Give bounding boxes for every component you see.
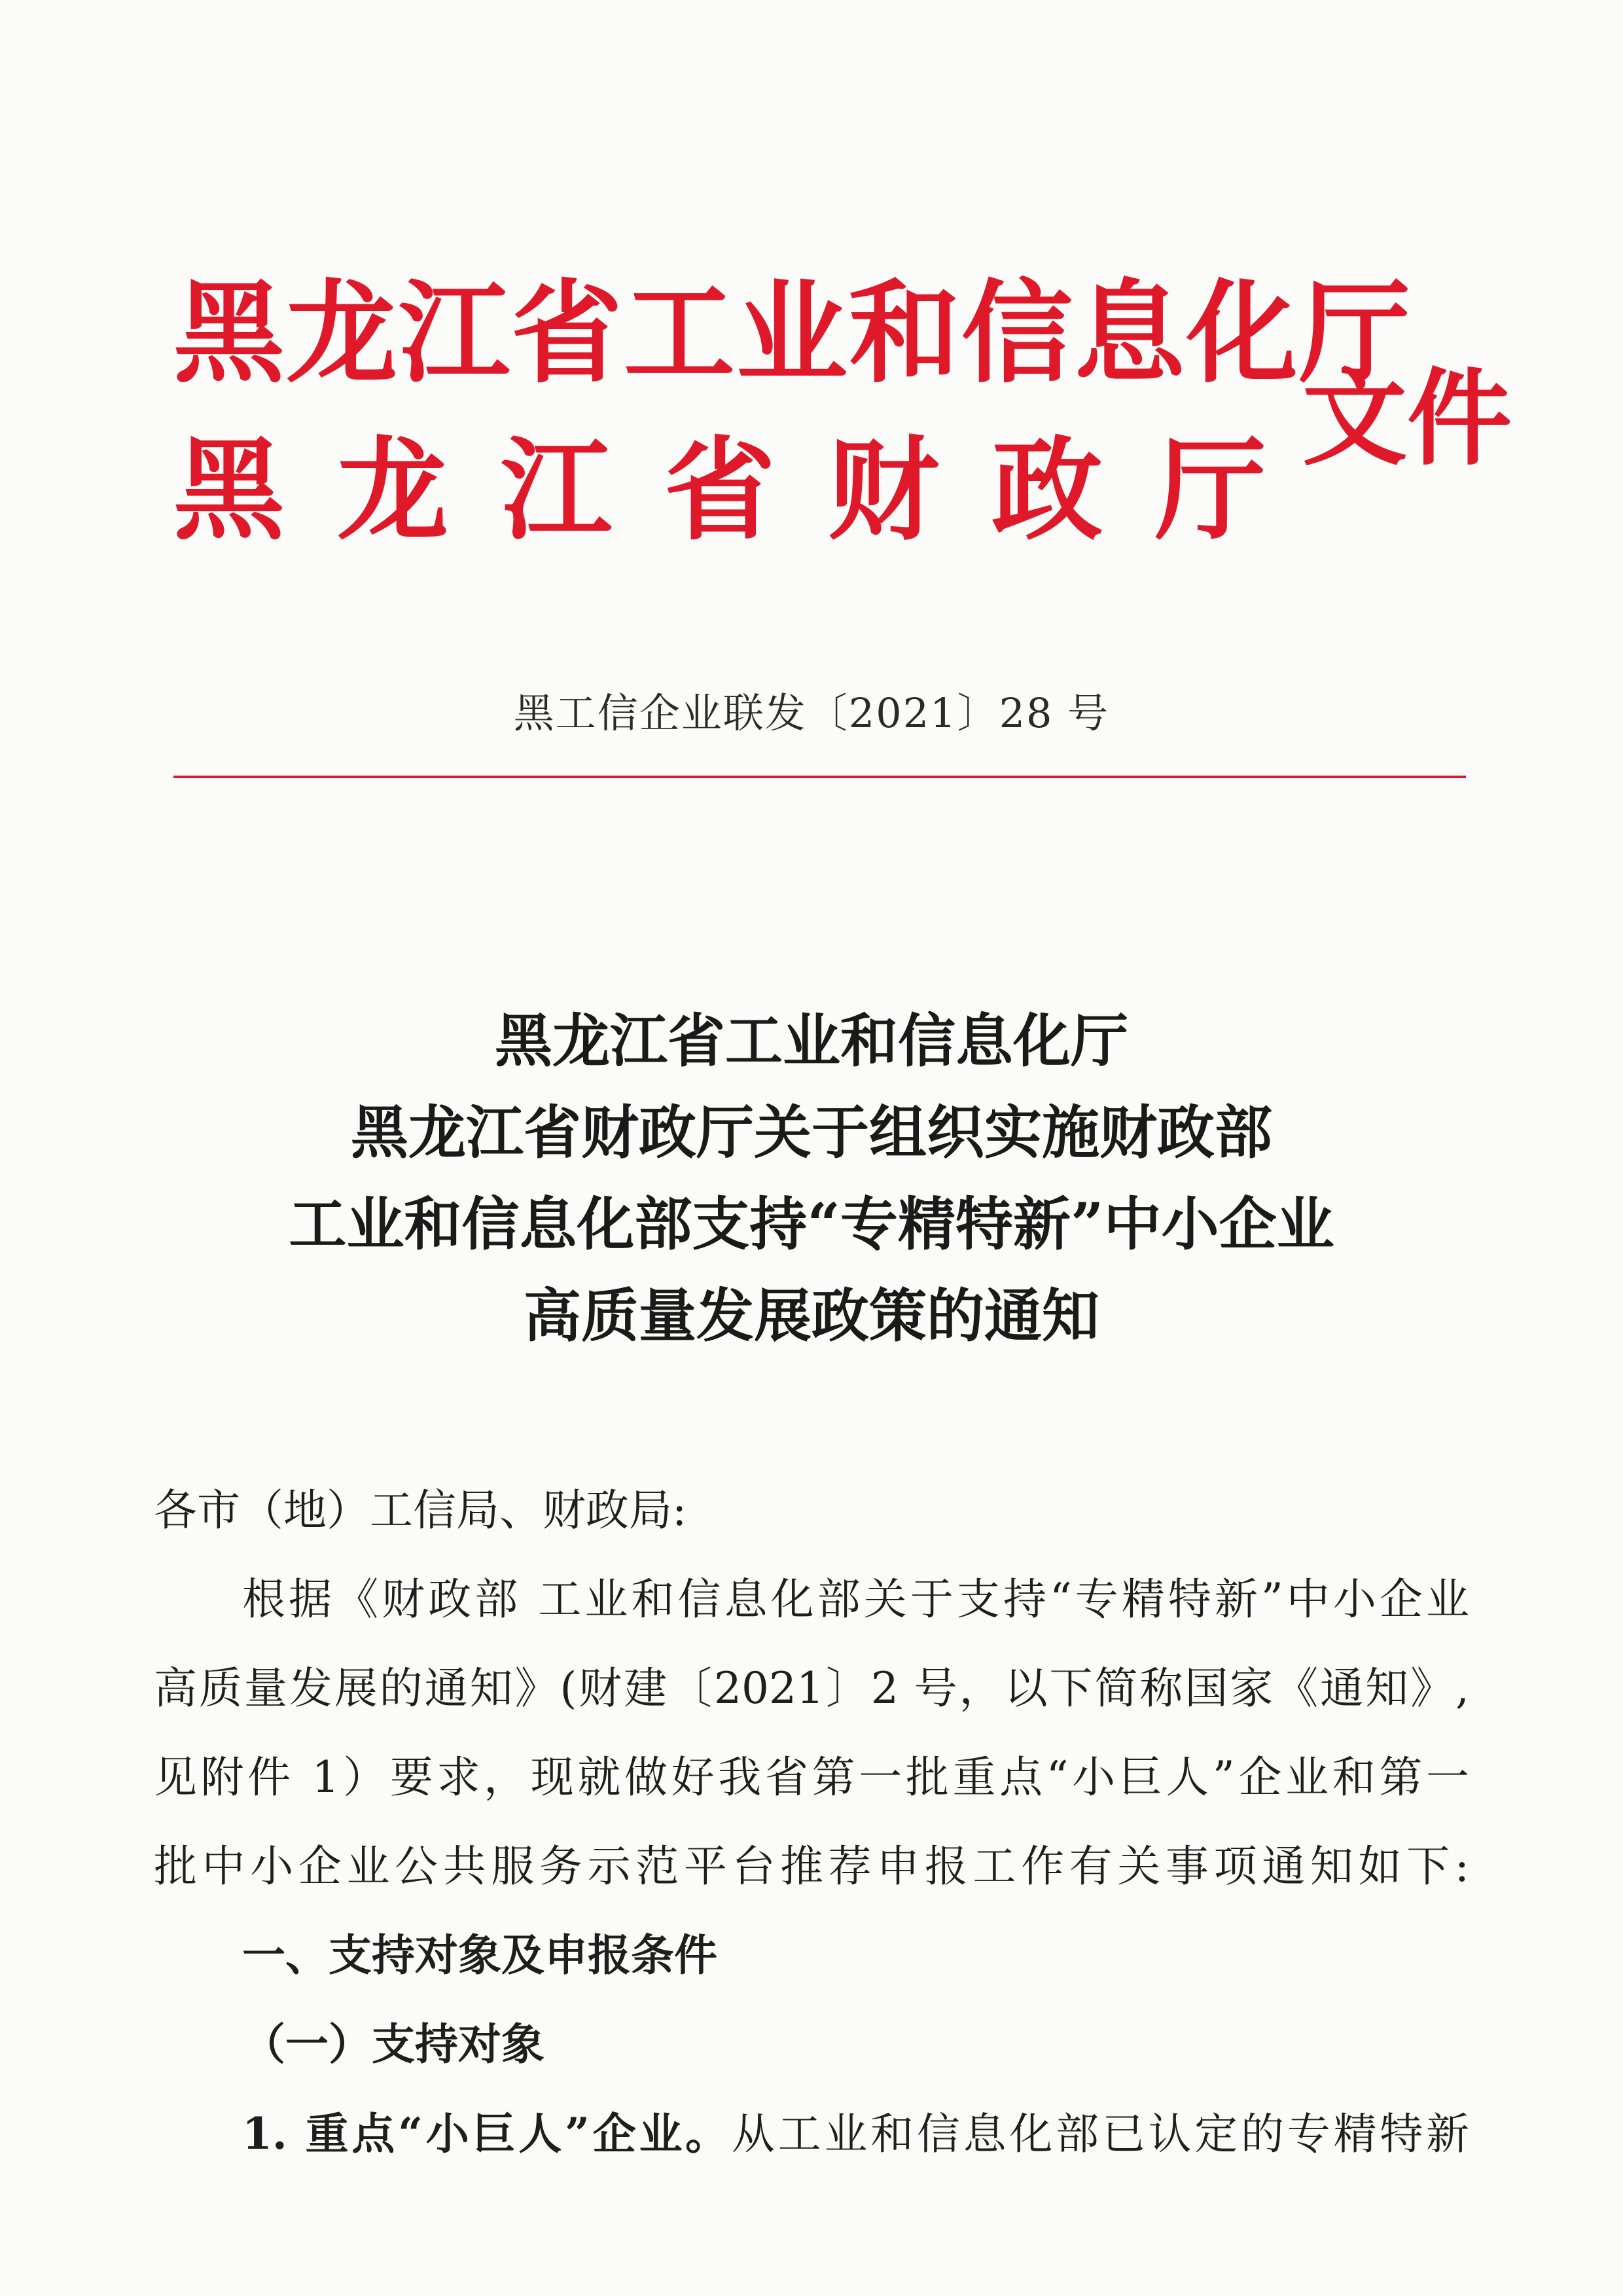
letterhead-char: 江	[500, 426, 612, 556]
paragraph-line: 高质量发展的通知》(财建〔2021〕2 号，以下简称国家《通知》,	[154, 1663, 1469, 1713]
paragraph-line: 根据《财政部 工业和信息化部关于支持“专精特新”中小企业	[242, 1574, 1469, 1624]
item-lead: 1. 重点“小巨人”企业。	[242, 2108, 732, 2159]
title-line: 工业和信息化部支持“专精特新”中小企业	[289, 1190, 1334, 1258]
salutation: 各市（地）工信局、财政局:	[154, 1485, 687, 1535]
letterhead-line-2	[173, 425, 1266, 556]
item-text: 从工业和信息化部已认定的专精特新	[731, 2109, 1469, 2159]
letterhead-char: 财	[827, 426, 939, 556]
letterhead-char: 黑	[173, 426, 285, 556]
paragraph-line: 批中小企业公共服务示范平台推荐申报工作有关事项通知如下:	[154, 1841, 1469, 1892]
document-number: 黑工信企业联发〔2021〕28 号	[513, 689, 1110, 737]
paragraph-line: 见附件 1）要求，现就做好我省第一批重点“小巨人”企业和第一	[154, 1752, 1469, 1803]
red-divider-line	[173, 776, 1466, 778]
letterhead-char: 政	[991, 426, 1103, 556]
item-line	[154, 2089, 1469, 2178]
letterhead-char: 厅	[1154, 426, 1266, 556]
letterhead-char: 省	[664, 426, 776, 556]
section-heading-2: （一）支持对象	[242, 2019, 544, 2070]
letterhead-char: 龙	[336, 426, 448, 556]
title-line: 黑龙江省工业和信息化厅	[494, 1007, 1128, 1075]
document-title	[0, 995, 1623, 1361]
title-line: 高质量发展政策的通知	[523, 1282, 1099, 1350]
title-line: 黑龙江省财政厅关于组织实施财政部	[350, 1098, 1272, 1166]
letterhead-suffix: 文件	[1302, 357, 1512, 480]
section-heading-1: 一、支持对象及申报条件	[242, 1930, 717, 1981]
letterhead-line-1: 黑龙江省工业和信息化厅	[173, 269, 1412, 399]
document-body	[154, 1466, 1469, 2178]
